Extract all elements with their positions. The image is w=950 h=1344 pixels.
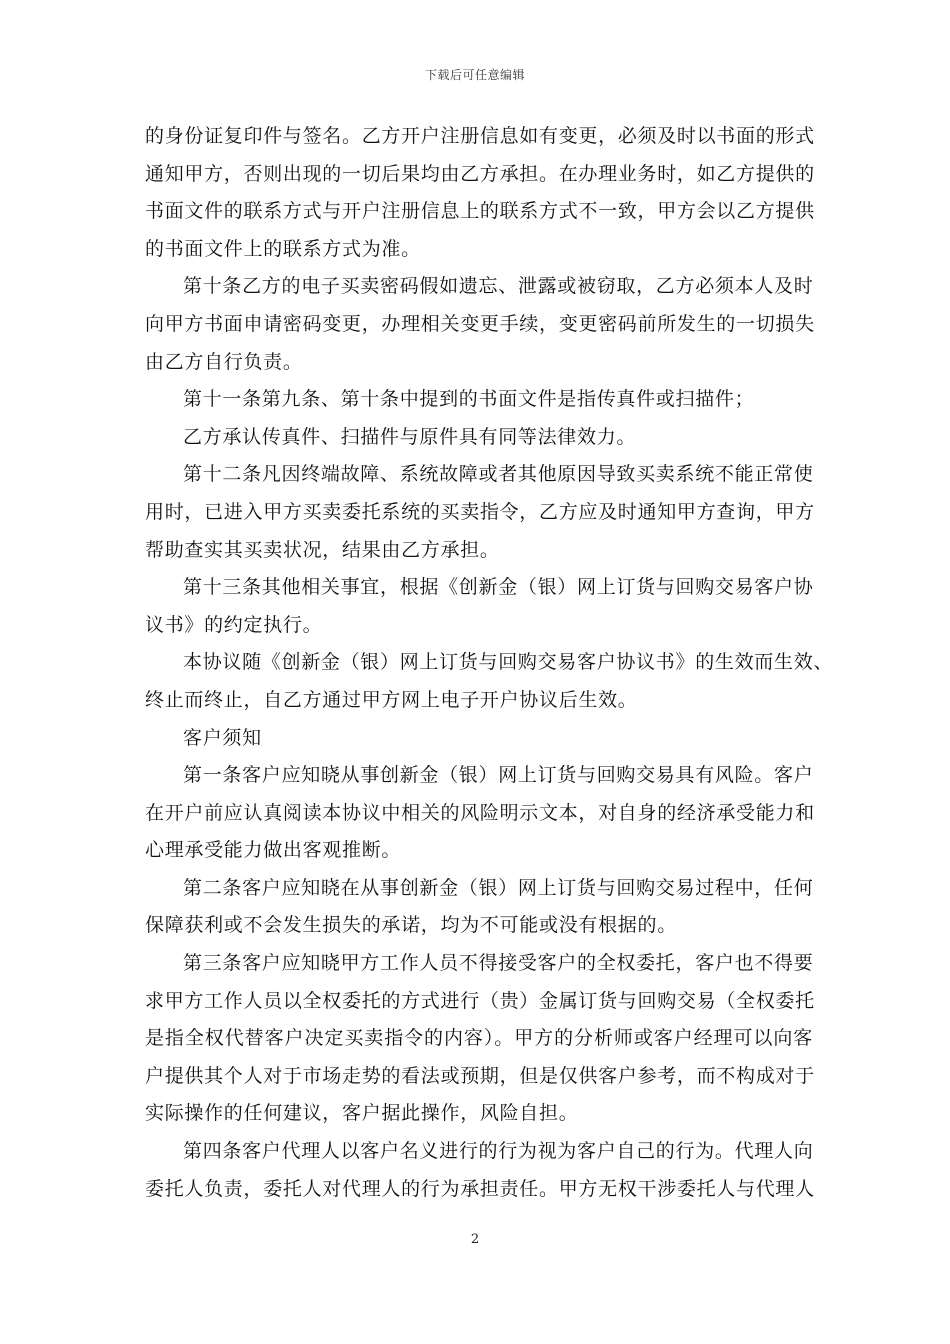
text-line: 用时，已进入甲方买卖委托系统的买卖指令，乙方应及时通知甲方查询，甲方 — [145, 500, 815, 523]
text-line: 求甲方工作人员以全权委托的方式进行（贵）金属订货与回购交易（全权委托 — [145, 989, 815, 1012]
text-line: 在开户前应认真阅读本协议中相关的风险明示文本，对自身的经济承受能力和 — [145, 801, 815, 824]
page-number: 2 — [470, 1232, 480, 1247]
text-line: 书面文件的联系方式与开户注册信息上的联系方式不一致，甲方会以乙方提供 — [145, 200, 815, 223]
text-line: 帮助查实其买卖状况，结果由乙方承担。 — [145, 538, 500, 561]
text-line: 实际操作的任何建议，客户据此操作，风险自担。 — [145, 1102, 579, 1125]
text-line: 第一条客户应知晓从事创新金（银）网上订货与回购交易具有风险。客户 — [183, 764, 814, 787]
text-line: 第十三条其他相关事宜，根据《创新金（银）网上订货与回购交易客户协 — [183, 576, 814, 599]
text-line: 委托人负责，委托人对代理人的行为承担责任。甲方无权干涉委托人与代理人 — [145, 1177, 815, 1200]
text-line: 乙方承认传真件、扫描件与原件具有同等法律效力。 — [183, 425, 637, 448]
text-line: 第十二条凡因终端故障、系统故障或者其他原因导致买卖系统不能正常使 — [183, 463, 814, 486]
text-line: 第十条乙方的电子买卖密码假如遗忘、泄露或被窃取，乙方必须本人及时 — [183, 275, 814, 298]
text-line: 第二条客户应知晓在从事创新金（银）网上订货与回购交易过程中，任何 — [183, 876, 814, 899]
text-line: 终止而终止，自乙方通过甲方网上电子开户协议后生效。 — [145, 688, 638, 711]
text-line: 户提供其个人对于市场走势的看法或预期，但是仅供客户参考，而不构成对于 — [145, 1064, 815, 1087]
text-line: 议书》的约定执行。 — [145, 613, 323, 636]
document-body — [145, 118, 834, 1208]
text-line: 保障获利或不会发生损失的承诺，均为不可能或没有根据的。 — [145, 914, 677, 937]
text-line: 通知甲方，否则出现的一切后果均由乙方承担。在办理业务时，如乙方提供的 — [145, 162, 815, 185]
text-line: 的身份证复印件与签名。乙方开户注册信息如有变更，必须及时以书面的形式 — [145, 125, 815, 147]
text-line: 第三条客户应知晓甲方工作人员不得接受客户的全权委托，客户也不得要 — [183, 952, 814, 975]
text-line: 客户须知 — [183, 726, 262, 749]
text-line: 由乙方自行负责。 — [145, 350, 303, 373]
page-header: 下载后可任意编辑 — [424, 68, 525, 82]
text-line: 的书面文件上的联系方式为准。 — [145, 237, 421, 260]
text-line: 向甲方书面申请密码变更，办理相关变更手续，变更密码前所发生的一切损失 — [145, 312, 815, 335]
text-line: 是指全权代替客户决定买卖指令的内容）。甲方的分析师或客户经理可以向客 — [145, 1027, 813, 1050]
text-line: 第四条客户代理人以客户名义进行的行为视为客户自己的行为。代理人向 — [183, 1140, 814, 1163]
text-line: 心理承受能力做出客观推断。 — [145, 839, 402, 862]
text-line: 本协议随《创新金（银）网上订货与回购交易客户协议书》的生效而生效、 — [183, 651, 834, 674]
text-line: 第十一条第九条、第十条中提到的书面文件是指传真件或扫描件； — [183, 388, 755, 411]
